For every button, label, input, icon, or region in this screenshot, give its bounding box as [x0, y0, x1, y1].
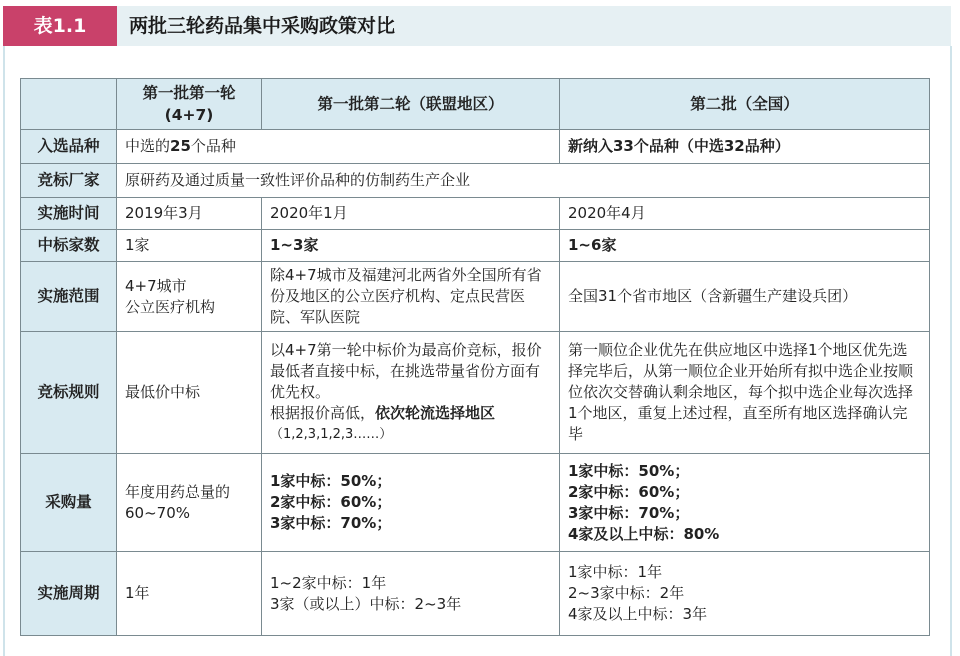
table-row: [21, 262, 930, 332]
table-row: [21, 552, 930, 636]
row-label-time: 实施时间: [21, 198, 117, 230]
row-label-varieties: 入选品种: [21, 130, 117, 164]
cell-scope-batch1-r2: 除4+7城市及福建河北两省外全国所有省份及地区的公立医疗机构、定点民营医院、军队医院: [262, 262, 560, 332]
header-empty-cell: [21, 79, 117, 130]
cell-time-batch1-r2: 2020年1月: [262, 198, 560, 230]
row-label-bidders: 竞标厂家: [21, 164, 117, 198]
table-row: [21, 130, 930, 164]
table-row: [21, 332, 930, 454]
cell-scope-batch1-r1: 4+7城市 公立医疗机构: [117, 262, 262, 332]
rules-text-b: 根据报价高低，: [270, 404, 376, 422]
cell-time-batch1-r1: 2019年3月: [117, 198, 262, 230]
title-bar: [3, 6, 951, 46]
row-label-volume: 采购量: [21, 454, 117, 552]
varieties-text: 中选的: [125, 137, 171, 155]
header-batch1-round1: 第一批第一轮 (4+7): [117, 79, 262, 130]
cell-time-batch2: 2020年4月: [560, 198, 930, 230]
cell-winners-batch1-r2: 1~3家: [262, 230, 560, 262]
table-row: [21, 230, 930, 262]
cell-scope-batch2: 全国31个省市地区（含新疆生产建设兵团）: [560, 262, 930, 332]
cell-varieties-batch1: [117, 130, 560, 164]
cell-period-batch2: 1家中标：1年 2~3家中标：2年 4家及以上中标：3年: [560, 552, 930, 636]
row-label-period: 实施周期: [21, 552, 117, 636]
cell-winners-batch1-r1: 1家: [117, 230, 262, 262]
cell-rules-batch1-r1: 最低价中标: [117, 332, 262, 454]
rules-text-b-bold: 依次轮流选择地区: [375, 404, 496, 422]
cell-rules-batch2: 第一顺位企业优先在供应地区中选择1个地区优先选择完毕后，从第一顺位企业开始所有拟中选企业按顺位依次交替确认剩余地区，每个拟中选企业每次选择1个地区，重复上述过程，直至所有地区选择确认完毕: [560, 332, 930, 454]
header-batch2: 第二批（全国）: [560, 79, 930, 130]
rules-text-a: 以4+7第一轮中标价为最高价竞标，报价最低者直接中标，在挑选带量省份方面有优先权。: [270, 341, 542, 401]
header-batch1-round2: 第一批第二轮（联盟地区）: [262, 79, 560, 130]
cell-bidders: 原研药及通过质量一致性评价品种的仿制药生产企业: [117, 164, 930, 198]
cell-volume-batch1-r2: 1家中标：50%； 2家中标：60%； 3家中标：70%；: [262, 454, 560, 552]
cell-varieties-batch2: 新纳入33个品种（中选32品种）: [560, 130, 930, 164]
cell-winners-batch2: 1~6家: [560, 230, 930, 262]
table-title: 两批三轮药品集中采购政策对比: [129, 15, 396, 37]
row-label-rules: 竞标规则: [21, 332, 117, 454]
row-label-winners: 中标家数: [21, 230, 117, 262]
varieties-count: 25: [170, 137, 191, 155]
cell-rules-batch1-r2: [262, 332, 560, 454]
cell-volume-batch1-r1: 年度用药总量的60~70%: [117, 454, 262, 552]
table-row: [21, 454, 930, 552]
header-row: [21, 79, 930, 130]
row-label-scope: 实施范围: [21, 262, 117, 332]
cell-volume-batch2: 1家中标：50%； 2家中标：60%； 3家中标：70%； 4家及以上中标：80%: [560, 454, 930, 552]
table-row: [21, 164, 930, 198]
policy-comparison-table: [20, 78, 930, 636]
table-number-tag: 表1.1: [3, 6, 117, 46]
rules-text-c: （1,2,3,1,2,3……）: [270, 427, 393, 442]
cell-period-batch1-r2: 1~2家中标：1年 3家（或以上）中标：2~3年: [262, 552, 560, 636]
varieties-tail: 个品种: [190, 137, 236, 155]
table-row: [21, 198, 930, 230]
cell-period-batch1-r1: 1年: [117, 552, 262, 636]
